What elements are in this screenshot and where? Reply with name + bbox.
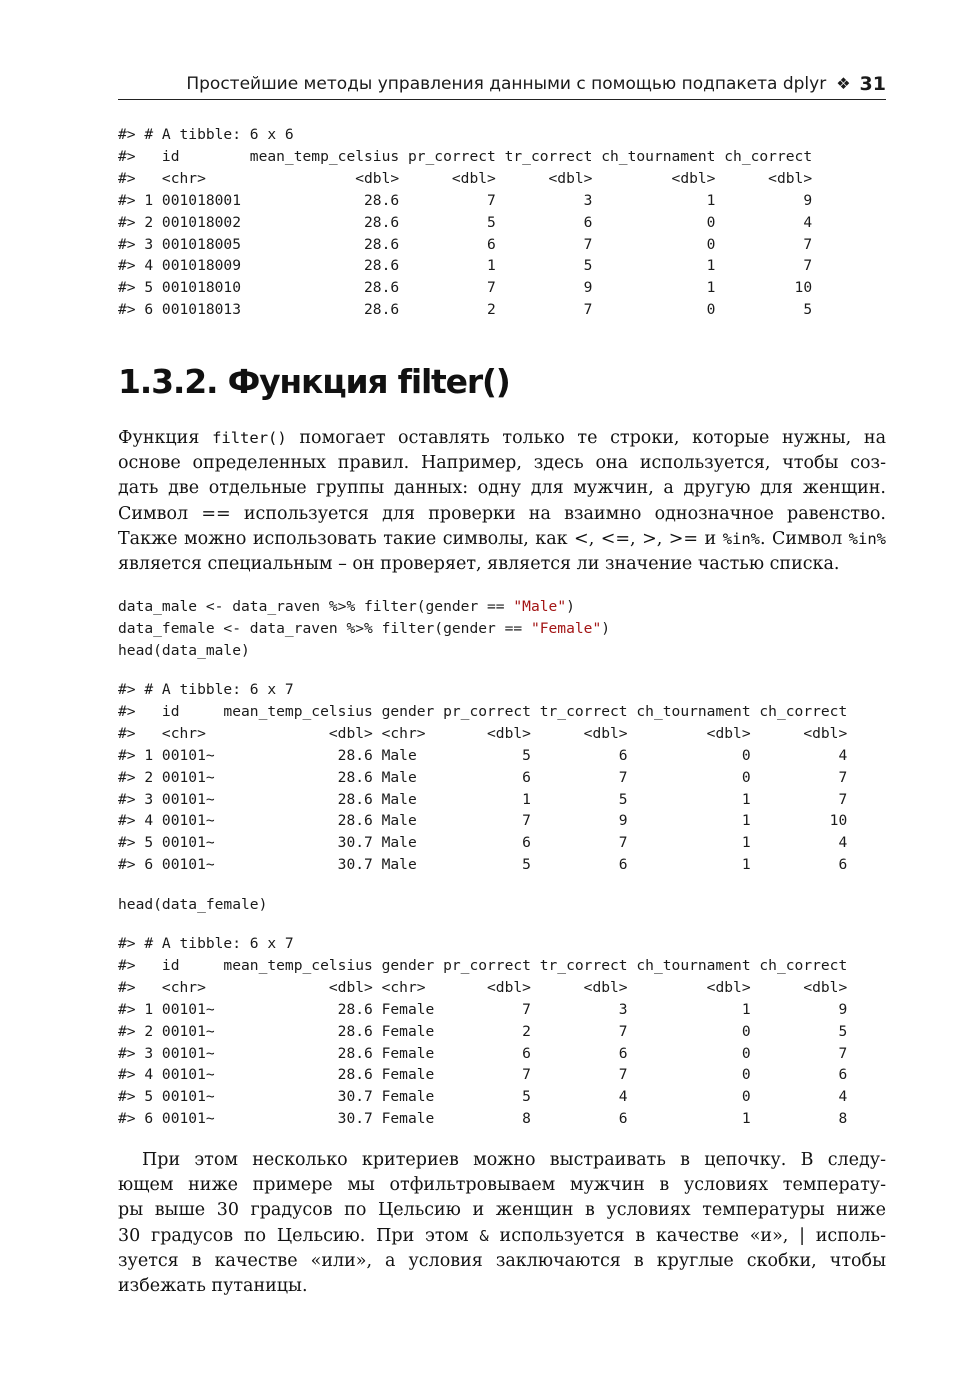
inline-code-filter: filter() [212,429,287,447]
paragraph-filter-intro: Функция filter() помогает оставлять только те строки, которые нужны, на основе определенных правил. Например, здесь она используется, чтобы соз- дать две отдельные группы данных: одну для мужчин, а другую для женщин. Символ == используется для проверки на взаимно однозначное равенство. Также можно использовать такие символы, как <, <=, >, >= и %in%. Символ %in% является специальным – он проверяет, является ли значение частью списка. [118,428,886,575]
code-filter-gender: data_male <- data_raven %>% filter(gender == "Male") data_female <- data_raven %>% filter(gender == "Female") head(data_male) [118,598,611,659]
inline-code-in-2: %in% [848,529,886,548]
code-head-female: head(data_female) [118,896,268,913]
tibble-output-all: #> # A tibble: 6 x 6 #> id mean_temp_celsius pr_correct tr_correct ch_tournament ch_correct #> <chr> <dbl> <dbl> <dbl> <dbl> <dbl> #> 1 001018001 28.6 7 3 1 9 #> 2 001018002 28.6 5 6 0 4 #> 3 001018005 28.6 6 7 0 7 #> 4 001018009 28.6 1 5 1 7 #> 5 001018010 28.6 7 9 1 10 #> 6 001018013 28.6 2 7 0 5 [118,126,813,319]
inline-code-in: %in% [722,529,761,548]
section-heading: 1.3.2. Функция filter() [118,362,510,401]
diamond-ornament-icon: ❖ [836,74,851,93]
running-header [118,70,886,100]
tibble-output-male: #> # A tibble: 6 x 7 #> id mean_temp_celsius gender pr_correct tr_correct ch_tournament ch_correct #> <chr> <dbl> <chr> <dbl> <dbl> <dbl> <dbl> #> 1 00101~ 28.6 Male 5 6 0 4 #> 2 00101~ 28.6 Male 6 7 0 7 #> 3 00101~ 28.6 Male 1 5 1 7 #> 4 00101~ 28.6 Male 7 9 1 10 #> 5 00101~ 30.7 Male 6 7 1 4 #> 6 00101~ 30.7 Male 5 6 1 6 [118,681,848,874]
inline-code-and: & [479,1226,489,1245]
tibble-output-female: #> # A tibble: 6 x 7 #> id mean_temp_celsius gender pr_correct tr_correct ch_tournament ch_correct #> <chr> <dbl> <chr> <dbl> <dbl> <dbl> <dbl> #> 1 00101~ 28.6 Female 7 3 1 9 #> 2 00101~ 28.6 Female 2 7 0 5 #> 3 00101~ 28.6 Female 6 6 0 7 #> 4 00101~ 28.6 Female 7 7 0 6 #> 5 00101~ 30.7 Female 5 4 0 4 #> 6 00101~ 30.7 Female 8 6 1 8 [118,935,848,1128]
running-title: Простейшие методы управления данными с помощью подпакета dplyr [186,73,827,94]
paragraph-chaining: При этом несколько критериев можно выстраивать в цепочку. В следу- ющем ниже примере мы отфильтровываем мужчин в условиях температу- ры выше 30 градусов по Цельсию и женщин в условиях температуры ниже 30 градусов по Цельсию. При этом & используется в качестве «и», | исполь- зуется в качестве «или», а условия заключаются в круглые скобки, чтобы избежать путаницы. [118,1150,886,1297]
page-number: 31 [859,72,886,95]
